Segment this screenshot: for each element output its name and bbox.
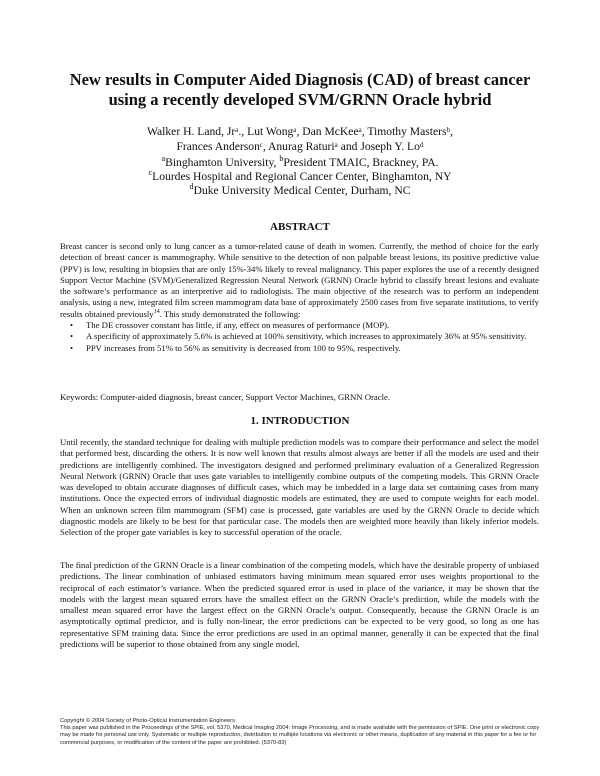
author-list: [60, 124, 540, 154]
bullet-icon: •: [70, 342, 74, 353]
affil-b-marker: b: [279, 154, 284, 164]
affil-a-text: Binghamton University,: [165, 156, 277, 169]
title-line-2: using a recently developed SVM/GRNN Oracle hybrid: [108, 90, 492, 109]
intro-paragraph-2: The final prediction of the GRNN Oracle is a linear combination of the competing models, which have the desirable property of unbiased predictions. The linear combination of unbiased estimators having minimum mean squared error uses weights proportional to the reciprocal of each estimator’s variance. When the predicted squared error is used in place of the variance, it may be shown that the models with the largest mean squared errors have the smallest effect on the GRNN Oracle’s prediction, while the models with the smallest mean squared error have the largest effect on the GRNN Oracle’s output. Consequently, because the GRNN Oracle is an asymptotically optimal predictor, and is fully non-linear, the error predictions can be expected to be very good, so long as one has representative SFM training data. Since the error predictions are used in an optimal manner, generally it can be expected that the final predictions will be superior to those obtained from any single model.: [60, 560, 539, 650]
copyright-line: Copyright © 2004 Society of Photo-Optical Instrumentation Engineers: [60, 718, 235, 724]
affil-d-marker: d: [189, 182, 194, 192]
abstract-body: [60, 241, 539, 354]
affil-b-text: President TMAIC, Brackney, PA.: [283, 156, 439, 169]
intro-paragraph-1: Until recently, the standard technique for dealing with multiple prediction models was to compare their performance and select the model that performed best, discarding the others. It is now well known that results almost always are better if all the models are used and their predictions are intelligently combined. The investigators designed and performed preliminary evaluation of a Generalized Regression Neural Network (GRNN) Oracle that uses gate variables to intelligently combine outputs of the competing models. This GRNN Oracle was developed to obtain accurate diagnoses of difficult cases, which may be imbedded in a large data set containing cases from many institutions. Once the expected errors of individual diagnostic models are estimated, they are used to compute weights for each model. When an unknown screen film mammogram (SFM) case is processed, gate variables are used by the GRNN Oracle to decide which diagnostic models are likely to be best for that particular case. The models then are weighted more heavily than likely inferior models. Selection of the proper gate variables is key to successful operation of the oracle.: [60, 437, 539, 538]
authors-line-2: Frances Andersonᶜ, Anurag Raturiᵃ and Joseph Y. Loᵈ: [176, 140, 424, 153]
abstract-paragraph: [60, 241, 539, 320]
finding-text: The DE crossover constant has little, if any, effect on measures of performance (MOP).: [86, 320, 390, 331]
abstract-heading: ABSTRACT: [270, 221, 330, 233]
title-line-1: New results in Computer Aided Diagnosis (CAD) of breast cancer: [69, 70, 531, 89]
abstract-citation: 14: [153, 308, 160, 315]
affil-c-text: Lourdes Hospital and Regional Cancer Center, Binghamton, NY: [152, 170, 452, 183]
authors-line-1: Walker H. Land, Jrᵃ., Lut Wongᵃ, Dan McKeeᵃ, Timothy Mastersᵇ,: [147, 125, 453, 138]
bullet-icon: •: [70, 320, 74, 331]
introduction-body: [60, 437, 539, 539]
section-heading: 1. INTRODUCTION: [250, 415, 350, 427]
introduction-body-2: [60, 560, 539, 650]
abstract-text: Breast cancer is second only to lung cancer as a tumor-related cause of death in women. Currently, the method of choice for the early detection of breast cancer is mammography. While sensitive to the detection of non palpable breast lesions, its positive predictive value (PPV) is low, resulting in biopsies that are only 15%-34% likely to reveal malignancy. This paper explores the use of a recently designed Support Vector Machine (SVM)/Generalized Regression Neural Network (GRNN) Oracle hybrid to classify breast lesions and evaluate the software’s performance as an interpretive aid to radiologists. The main objective of the research was to perform an independent analysis, using a new, integrated film screen mammogram data base of approximately 2500 cases from five separate institutions, to verify results obtained previously: [60, 241, 539, 319]
abstract-findings-list: [60, 320, 539, 354]
finding-item: [60, 343, 539, 354]
finding-text: A specificity of approximately 5.6% is achieved at 100% sensitivity, which increases to approximately 36% at 95% sensitivity.: [86, 331, 527, 342]
affil-d-text: Duke University Medical Center, Durham, NC: [193, 184, 411, 197]
copyright-footer: [60, 718, 540, 747]
abstract-text-tail: . This study demonstrated the following:: [159, 308, 301, 319]
paper-title: [40, 70, 560, 110]
affil-a-marker: a: [161, 154, 166, 164]
keywords: Keywords: Computer-aided diagnosis, breast cancer, Support Vector Machines, GRNN Oracle.: [60, 392, 391, 402]
affiliations: [60, 156, 540, 198]
finding-item: [60, 331, 539, 342]
affiliation-line-1: [60, 156, 540, 170]
affiliation-line-2: [60, 170, 540, 184]
affiliation-line-3: [60, 184, 540, 198]
permission-notice: This paper was published in the Proceedings of the SPIE, vol. 5370, Medical Imaging 2004: Image Processing, and is made available with the permission of SPIE. One print or electronic copy may be made for personal use only. Systematic or multiple reproduction, distribution to multiple locations via electronic or other means, duplication of any material in this paper for a fee or for commercial purposes, or modification of the content of the paper are prohibited. (5370-83): [60, 725, 540, 746]
bullet-icon: •: [70, 331, 74, 342]
affil-c-marker: c: [148, 168, 153, 178]
finding-item: [60, 320, 539, 331]
finding-text: PPV increases from 51% to 56% as sensitivity is decreased from 100 to 95%, respectively.: [86, 342, 401, 353]
